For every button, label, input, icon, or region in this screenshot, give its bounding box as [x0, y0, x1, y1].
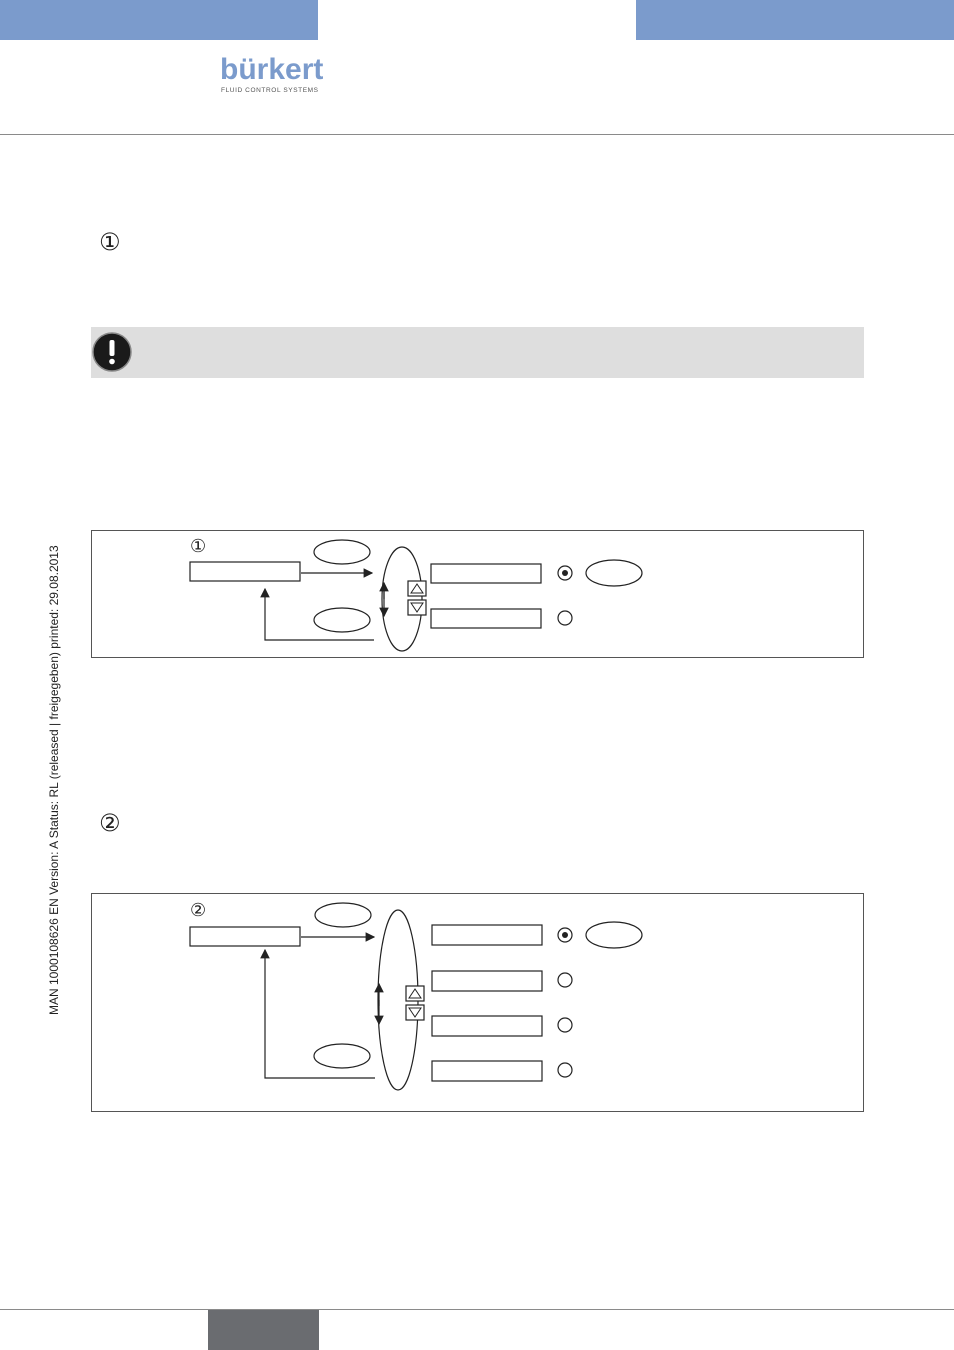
exit-button-ellipse	[314, 1044, 370, 1068]
menu-diagram-2	[91, 893, 864, 1112]
confirm-button-ellipse	[586, 560, 642, 586]
menu-item-box	[190, 927, 300, 946]
brand-tagline: FLUID CONTROL SYSTEMS	[221, 87, 319, 94]
selection-loop	[382, 547, 422, 651]
option-box-4	[432, 1061, 542, 1081]
option-box-2	[431, 609, 541, 628]
diagram-1-marker: ①	[190, 536, 207, 557]
radio-unselected	[558, 973, 572, 987]
document-info: MAN 1000108626 EN Version: A Status: RL (released | freigegeben) printed: 29.08.2013	[47, 545, 61, 1015]
footer-divider	[0, 1309, 954, 1310]
exclamation-icon	[91, 331, 133, 373]
step-marker-2: ②	[99, 809, 121, 837]
confirm-button-ellipse	[586, 922, 642, 948]
notice-box	[91, 327, 864, 378]
exit-button-ellipse	[314, 608, 370, 632]
radio-unselected	[558, 1018, 572, 1032]
diagram-2-graphic	[92, 894, 863, 1111]
brand-name: bürkert	[220, 53, 324, 86]
enter-button-ellipse	[314, 540, 370, 564]
enter-button-ellipse	[315, 903, 371, 927]
radio-unselected	[558, 611, 572, 625]
step-marker-1: ①	[99, 228, 121, 256]
footer-page-tab	[208, 1310, 319, 1350]
radio-unselected	[558, 1063, 572, 1077]
header-bar-right	[636, 0, 954, 40]
option-box-1	[432, 925, 542, 945]
option-box-3	[432, 1016, 542, 1036]
header-divider	[0, 134, 954, 135]
menu-diagram-1	[91, 530, 864, 658]
header-bar-left	[0, 0, 318, 40]
option-box-1	[431, 564, 541, 583]
menu-item-box	[190, 562, 300, 581]
diagram-1-graphic	[92, 531, 863, 657]
option-box-2	[432, 971, 542, 991]
diagram-2-marker: ②	[190, 900, 207, 921]
